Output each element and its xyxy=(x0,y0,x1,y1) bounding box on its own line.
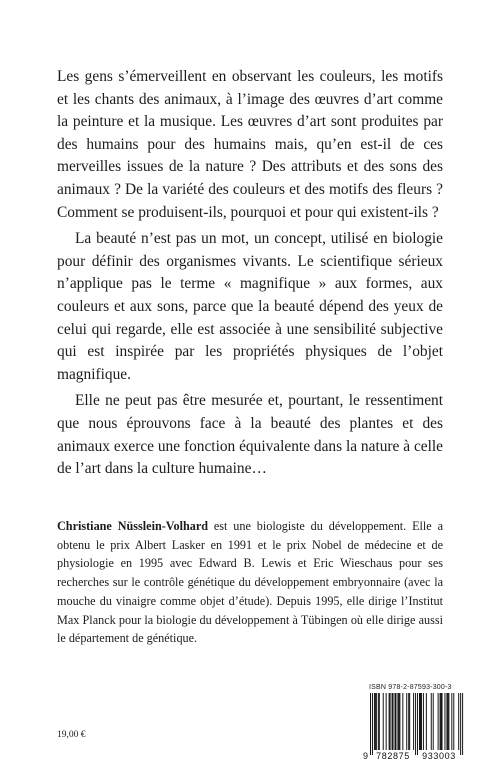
barcode-bar xyxy=(378,693,379,750)
barcode-graphic xyxy=(362,693,466,761)
isbn: ISBN 978-2-87593-300-3 xyxy=(369,684,452,691)
barcode-bar xyxy=(376,693,377,750)
barcode-bar xyxy=(374,693,375,750)
barcode-bar xyxy=(390,693,391,750)
barcode-bar xyxy=(415,693,416,755)
barcode-bar xyxy=(423,693,424,750)
barcode-bar xyxy=(458,693,459,750)
barcode-bar xyxy=(420,693,421,750)
blurb-paragraph-2: La beauté n’est pas un mot, un concept, utilisé en biologie pour définir des organismes vivants. Le scientifique sérieux n’applique pas le terme « magnifique » aux formes, aux couleurs et aux sons, parce que la beauté dépend des yeux de celui qui regarde, elle est associée à une sensibilité subjective qui est inspirée par les propriétés physiques de l’objet magnifique. xyxy=(57,230,443,383)
barcode xyxy=(362,693,466,761)
blurb xyxy=(57,66,443,481)
barcode-right-digits: 933003 xyxy=(422,751,456,761)
barcode-bar xyxy=(441,693,442,750)
barcode-bar xyxy=(431,693,432,750)
barcode-bar xyxy=(440,693,441,750)
barcode-bar xyxy=(447,693,448,750)
barcode-bar xyxy=(433,693,434,750)
barcode-bar xyxy=(397,693,398,750)
barcode-bar xyxy=(389,693,390,750)
barcode-bar xyxy=(451,693,452,750)
barcode-bar xyxy=(392,693,393,750)
barcode-lead-digit: 9 xyxy=(363,751,369,761)
author-bio xyxy=(57,517,443,648)
barcode-bar xyxy=(446,693,447,750)
barcode-bars xyxy=(370,693,463,755)
barcode-bar xyxy=(395,693,396,750)
barcode-bar xyxy=(372,693,373,755)
barcode-bar xyxy=(438,693,439,750)
barcode-bar xyxy=(399,693,400,750)
barcode-bar xyxy=(395,693,396,750)
author-name: Christiane Nüsslein-Volhard xyxy=(57,519,209,533)
barcode-bar xyxy=(453,693,454,750)
barcode-bar xyxy=(442,693,443,750)
barcode-bar xyxy=(393,693,394,750)
barcode-bar xyxy=(448,693,449,750)
barcode-bar xyxy=(462,693,463,755)
barcode-bar xyxy=(402,693,403,750)
barcode-bar xyxy=(460,693,461,755)
barcode-bar xyxy=(379,693,380,750)
barcode-bar xyxy=(386,693,387,750)
barcode-bar xyxy=(419,693,420,750)
barcode-bar xyxy=(444,693,445,750)
barcode-bar xyxy=(406,693,407,750)
barcode-bar xyxy=(426,693,427,750)
barcode-bar xyxy=(417,693,418,755)
author-bio-text: est une biologiste du développement. Elle a obtenu le prix Albert Lasker en 1991 et le prix Nobel de médecine et de physiologie en 1995 avec Edward B. Lewis et Eric Wieschaus pour ses recherches sur le contrôle génétique du développement embryonnaire (avec la mouche du vinaigre comme objet d’étude). Depuis 1995, elle dirige l’Institut Max Planck pour la biologie du développement à Tübingen où elle dirige aussi le département de génétique. xyxy=(57,519,443,646)
barcode-bar xyxy=(421,693,422,750)
barcode-bar xyxy=(409,693,410,750)
barcode-bar xyxy=(370,693,371,755)
price: 19,00 € xyxy=(57,730,86,740)
barcode-left-digits: 782875 xyxy=(376,751,410,761)
blurb-paragraph-1: Les gens s’émerveillent en observant les couleurs, les motifs et les chants des animaux, à l’image des œuvres d’art comme la peinture et la musique. Les œuvres d’art sont produites par des humains pour des humains mais, qu’en est-il de ces merveilles issues de la nature ? Des attributs et des sons des animaux ? De la variété des couleurs et des motifs des fleurs ? Comment se produisent-ils, pourquoi et pour qui existent-ils ? xyxy=(57,68,443,221)
barcode-bar xyxy=(398,693,399,750)
author-bio-paragraph xyxy=(57,517,443,648)
blurb-paragraph-3: Elle ne peut pas être mesurée et, pourtant, le ressentiment que nous éprouvons face à la beauté des plantes et des animaux exerce une fonction équivalente dans la nature à celle de l’art dans la culture humaine… xyxy=(57,392,443,478)
barcode-bar xyxy=(413,693,414,750)
barcode-bar xyxy=(383,693,384,750)
barcode-bar xyxy=(375,693,376,750)
barcode-bar xyxy=(408,693,409,750)
